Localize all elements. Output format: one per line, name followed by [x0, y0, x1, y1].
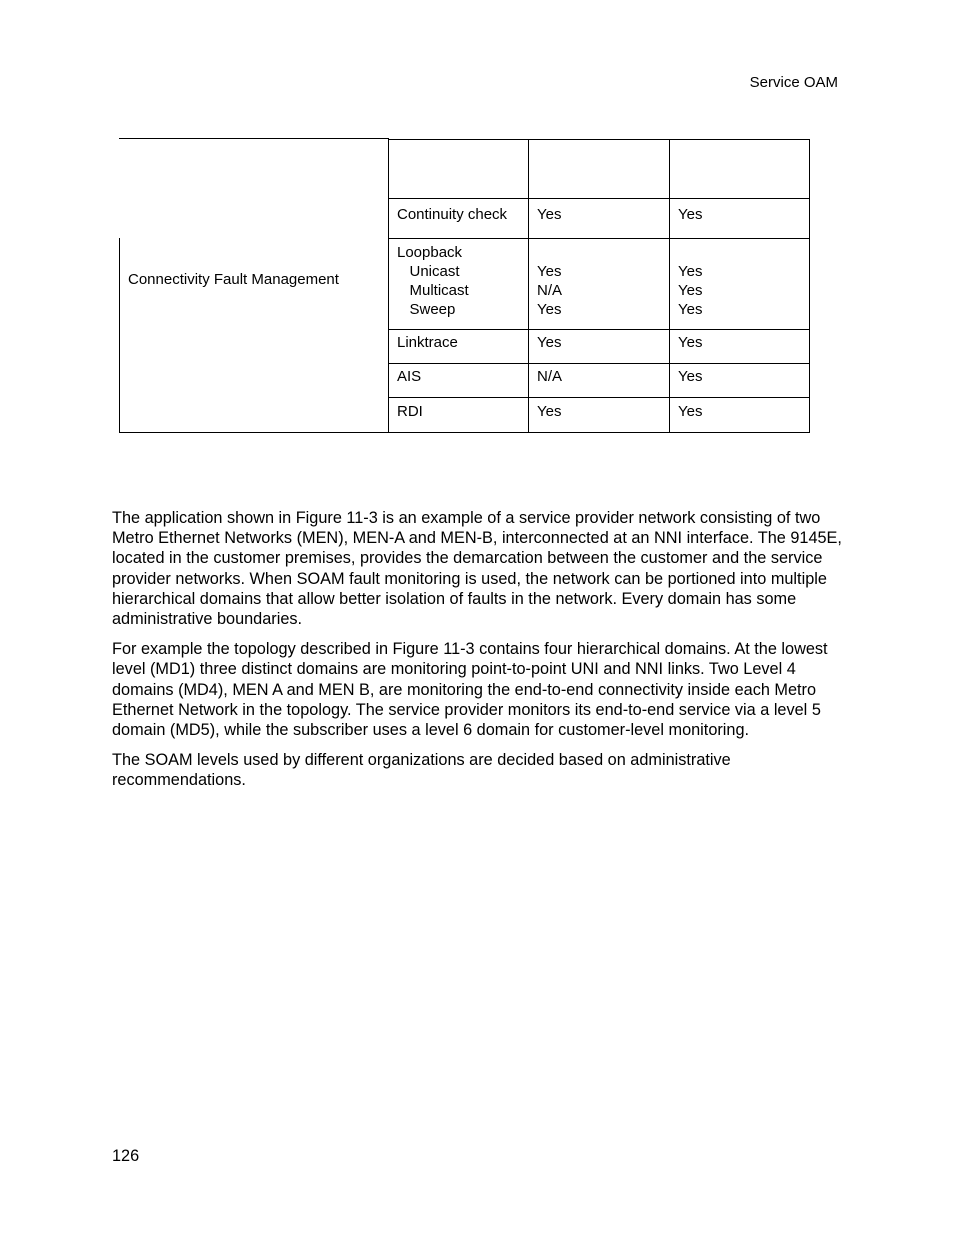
table-rule — [388, 138, 389, 433]
table-rule — [119, 432, 809, 433]
support-cell: Yes Yes Yes — [678, 263, 703, 318]
feature-cell: Linktrace — [397, 334, 458, 351]
paragraph: The application shown in Figure 11-3 is an example of a service provider network consisting of two Metro Ethernet Networks (MEN), MEN-A and MEN-B, interconnected at an NNI interface. The 9145E, located in the customer premises, provides the demarcation between the customer and the service provider networks. When SOAM fault monitoring is used, the network can be portioned into multiple hierarchical domains that allow better isolation of faults in the network. Every domain has some administrative boundaries. — [112, 509, 842, 629]
table-rule — [119, 138, 388, 139]
paragraph: For example the topology described in Figure 11-3 contains four hierarchical domains. At the lowest level (MD1) three distinct domains are monitoring point-to-point UNI and NNI links. Two Level 4 domains (MD4), MEN A and MEN B, are monitoring the end-to-end connectivity inside each Metro Ethernet Network in the topology. The service provider monitors its end-to-end service via a level 5 domain (MD5), while the subscriber uses a level 6 domain for customer-level monitoring. — [112, 640, 828, 740]
page-number: 126 — [112, 1147, 140, 1165]
table-rule — [388, 198, 809, 199]
support-cell: Yes — [537, 403, 562, 420]
support-cell: Yes — [678, 334, 703, 351]
feature-cell: AIS — [397, 368, 422, 385]
feature-cell: Continuity check — [397, 206, 508, 223]
table-rule — [669, 139, 670, 433]
running-header: Service OAM — [749, 74, 838, 91]
table-rule — [388, 363, 809, 364]
feature-table — [119, 138, 810, 433]
feature-cell: Loopback Unicast Multicast Sweep — [397, 244, 469, 318]
table-rule — [388, 139, 809, 140]
support-cell: Yes — [678, 206, 703, 223]
table-rule — [388, 238, 809, 239]
table-rule — [809, 139, 810, 433]
table-rule — [388, 397, 809, 398]
feature-cell: RDI — [397, 403, 423, 420]
group-label: Connectivity Fault Management — [128, 271, 339, 288]
support-cell: Yes — [678, 403, 703, 420]
support-cell: Yes N/A Yes — [537, 263, 563, 318]
paragraph: The SOAM levels used by different organizations are decided based on administrative recommendations. — [112, 751, 731, 790]
table-rule — [119, 238, 120, 433]
support-cell: Yes — [678, 368, 703, 385]
support-cell: N/A — [537, 368, 563, 385]
table-rule — [528, 139, 529, 433]
body-text — [112, 508, 842, 801]
support-cell: Yes — [537, 206, 562, 223]
table-rule — [388, 329, 809, 330]
support-cell: Yes — [537, 334, 562, 351]
